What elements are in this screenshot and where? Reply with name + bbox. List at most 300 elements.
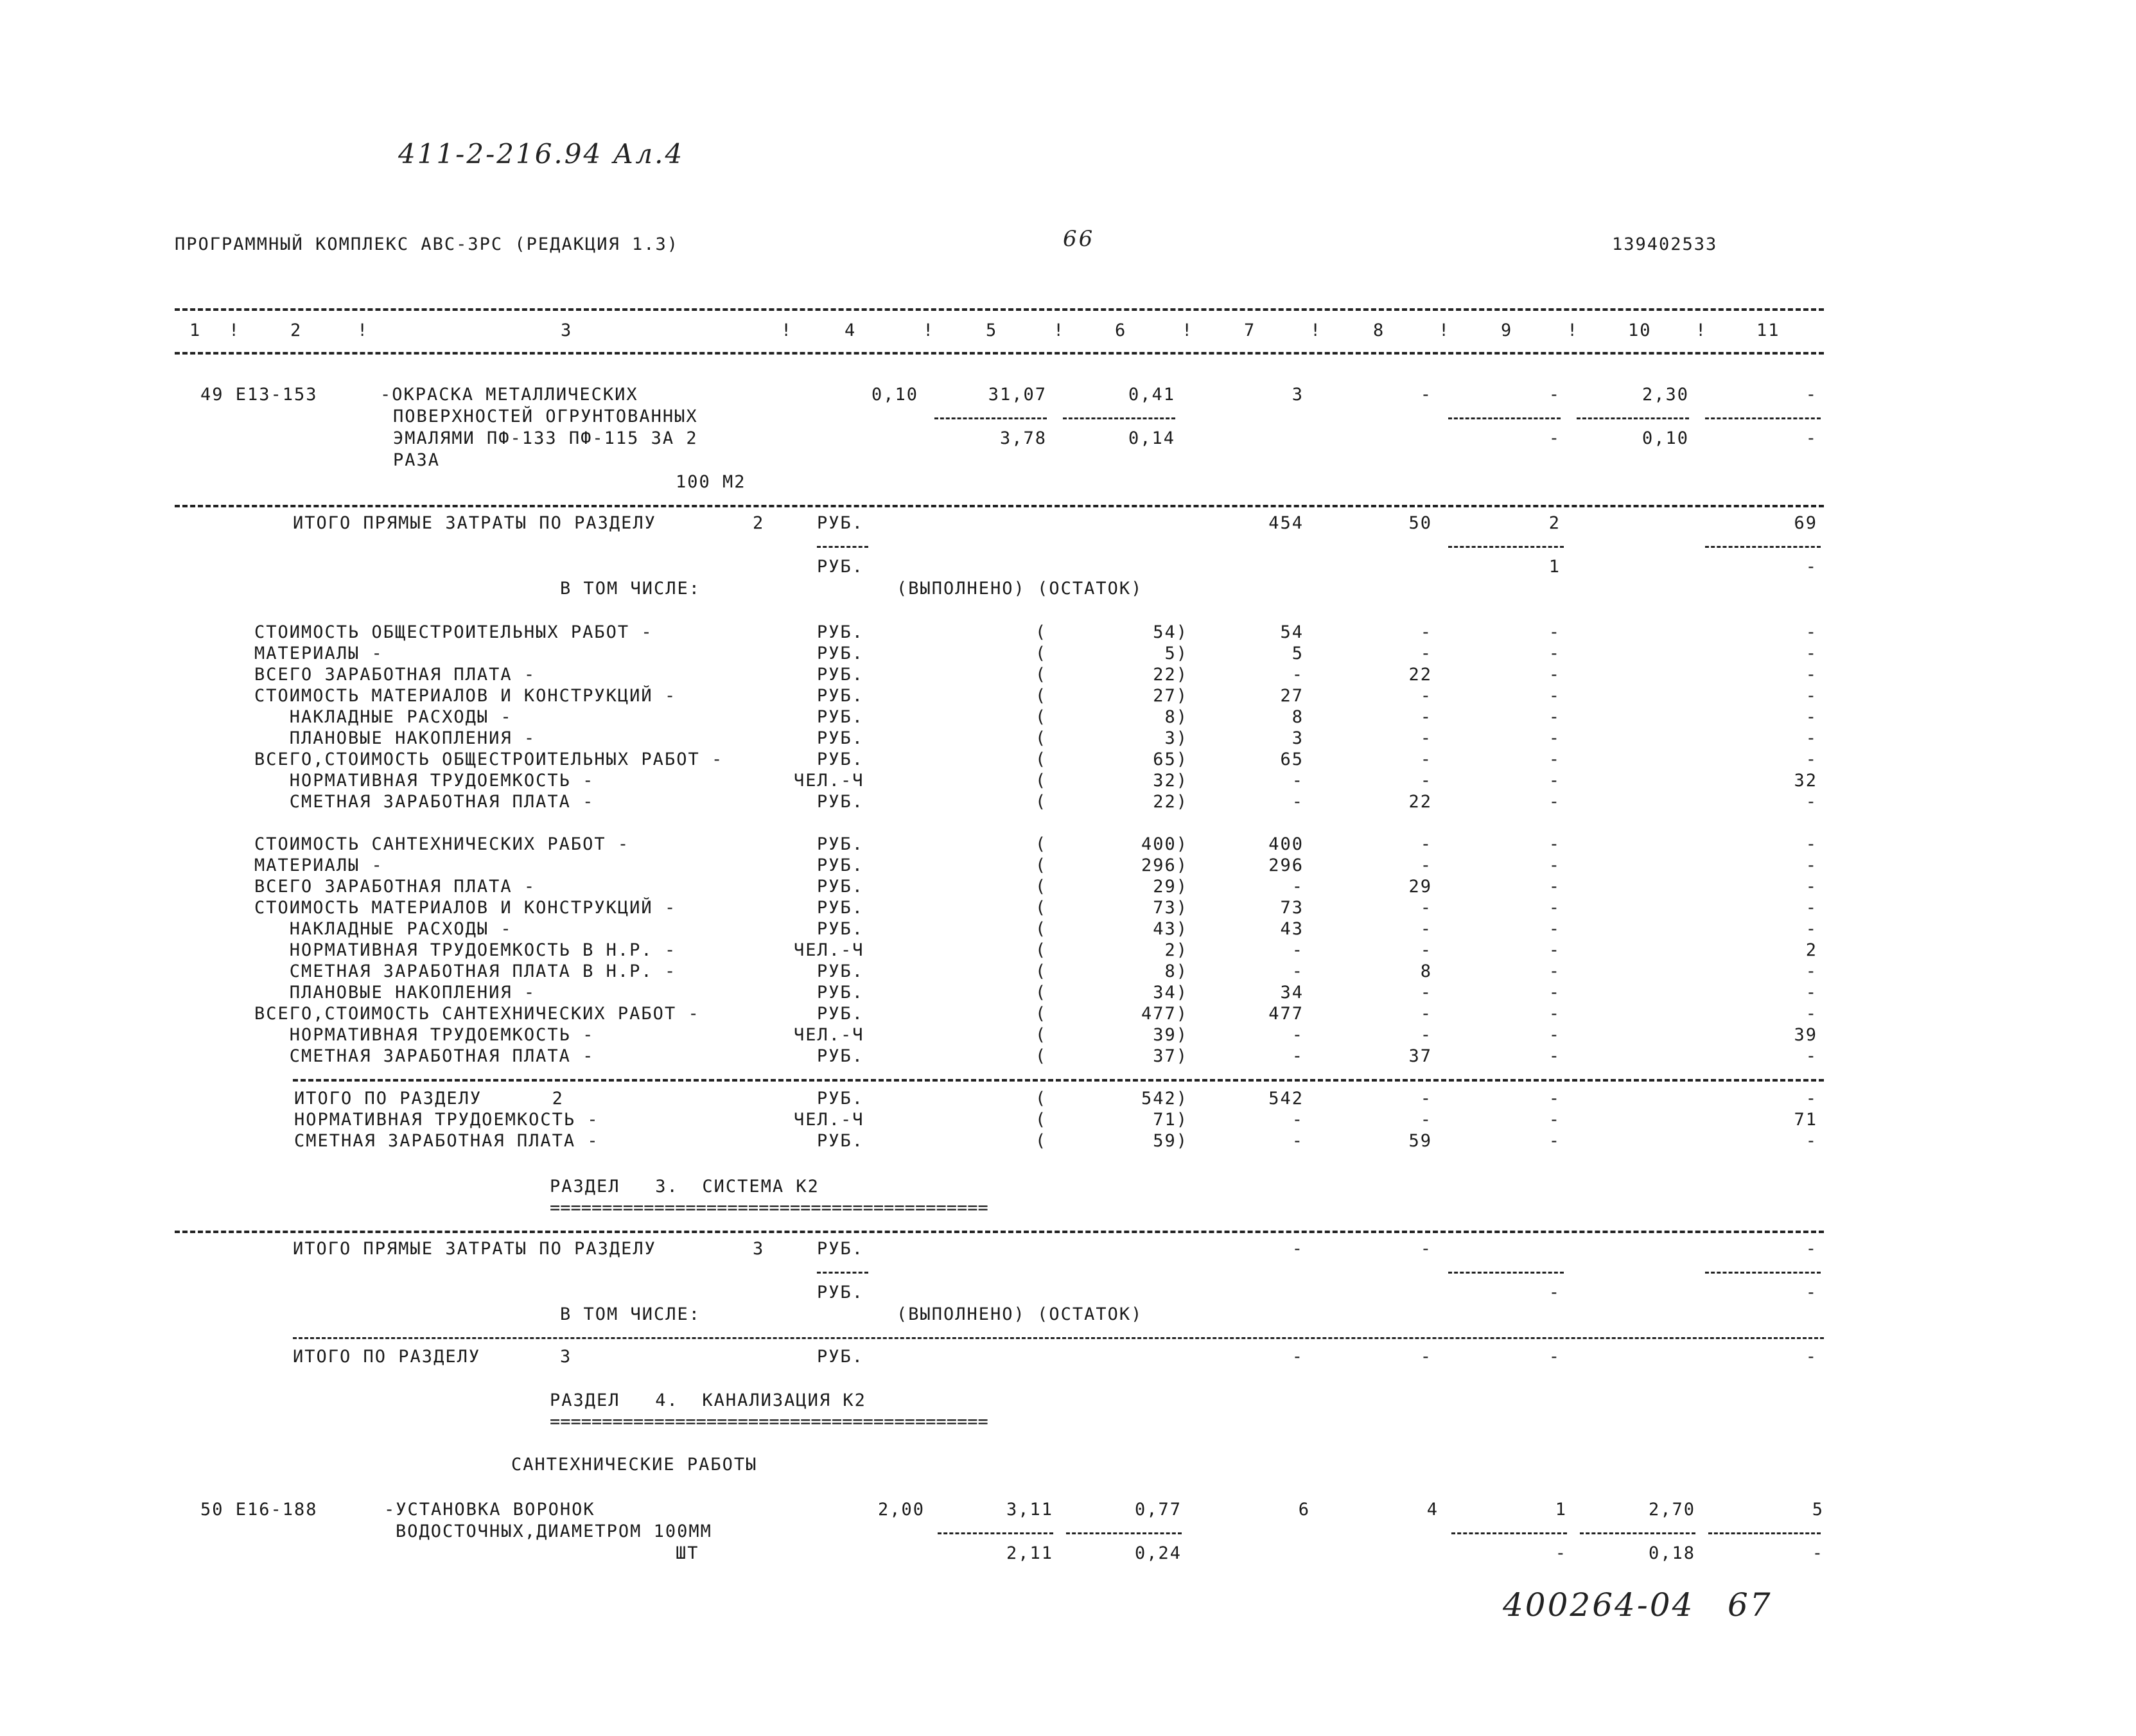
col-11: 11 (1756, 320, 1780, 340)
including-label: В ТОМ ЧИСЛЕ: (560, 579, 701, 599)
item-description: -УСТАНОВКА ВОРОНОК (384, 1500, 595, 1520)
item-quantity: 0,10 (871, 385, 918, 405)
item-number: 50 Е16-188 (200, 1500, 318, 1520)
row-c8: - (1420, 834, 1432, 854)
row-paren: ( (1035, 771, 1047, 791)
unit-label: РУБ. (817, 1283, 864, 1302)
row-label: МАТЕРИАЛЫ - (254, 644, 383, 663)
row-value: 32) (1153, 771, 1188, 791)
row-c7: 73 (1280, 898, 1304, 918)
row-unit: РУБ. (817, 665, 864, 685)
row-c7: 296 (1268, 855, 1304, 875)
row-paren: ( (1035, 1025, 1047, 1045)
item-c5-second: 3,78 (999, 428, 1047, 448)
col-sep: ! (1695, 320, 1708, 340)
section-title-underline: ========================================== (550, 1412, 988, 1432)
row-label: ИТОГО ПО РАЗДЕЛУ 2 (294, 1089, 564, 1109)
item-description: ЭМАЛЯМИ ПФ-133 ПФ-115 ЗА 2 (393, 428, 698, 448)
row-c11: - (1805, 1131, 1817, 1151)
row-c7: 3 (1291, 728, 1304, 748)
row-paren: ( (1035, 1110, 1047, 1130)
row-unit: РУБ. (817, 1131, 864, 1151)
row-label: НОРМАТИВНАЯ ТРУДОЕМКОСТЬ - (294, 1110, 599, 1130)
totals-c8: - (1420, 1239, 1432, 1259)
rule-section3-total (293, 1337, 1824, 1339)
item-subrule (1451, 1532, 1567, 1534)
row-c7: - (1291, 1131, 1304, 1151)
row-c7: - (1291, 940, 1304, 960)
row-value: 400) (1141, 834, 1188, 854)
col-sep: ! (923, 320, 935, 340)
row-paren: ( (1035, 686, 1047, 706)
row-c11: - (1805, 622, 1817, 642)
col-sep: ! (229, 320, 241, 340)
row-paren: ( (1035, 877, 1047, 897)
total-c11: - (1805, 1347, 1817, 1367)
row-c7: 34 (1280, 983, 1304, 1003)
row-paren: ( (1035, 983, 1047, 1003)
row-c8: 22 (1408, 792, 1432, 812)
handwritten-code: 400264-04 (1503, 1586, 1695, 1624)
row-c8: 29 (1408, 877, 1432, 897)
rule-header-bottom (175, 352, 1824, 355)
totals-subrule (1705, 1272, 1821, 1274)
row-label: МАТЕРИАЛЫ - (254, 855, 383, 875)
totals-c11-second: - (1805, 1283, 1817, 1302)
item-c10: 2,70 (1648, 1500, 1695, 1520)
row-c8: - (1420, 686, 1432, 706)
row-c8: - (1420, 771, 1432, 791)
unit-label: РУБ. (817, 557, 864, 577)
row-paren: ( (1035, 940, 1047, 960)
section-total-label: ИТОГО ПО РАЗДЕЛУ (293, 1347, 481, 1367)
col-10: 10 (1628, 320, 1652, 340)
row-unit: РУБ. (817, 877, 864, 897)
item-c11: - (1805, 385, 1817, 405)
row-value: 477) (1141, 1004, 1188, 1024)
row-label: НОРМАТИВНАЯ ТРУДОЕМКОСТЬ - (254, 771, 595, 791)
total-c9: - (1548, 1347, 1561, 1367)
row-value: 43) (1153, 919, 1188, 939)
row-unit: РУБ. (817, 983, 864, 1003)
row-c9: - (1548, 877, 1561, 897)
col-4: 4 (845, 320, 857, 340)
totals-subrule (1448, 546, 1564, 548)
row-c7: 65 (1280, 750, 1304, 769)
totals-c11-second: - (1805, 557, 1817, 577)
item-c11-second: - (1812, 1543, 1824, 1563)
col-2: 2 (290, 320, 302, 340)
row-unit: РУБ. (817, 1089, 864, 1109)
row-unit: РУБ. (817, 919, 864, 939)
unit-label: РУБ. (817, 513, 864, 533)
row-value: 59) (1153, 1131, 1188, 1151)
row-c7: 27 (1280, 686, 1304, 706)
row-label: ПЛАНОВЫЕ НАКОПЛЕНИЯ - (254, 983, 536, 1003)
col-3: 3 (561, 320, 573, 340)
row-label: СТОИМОСТЬ МАТЕРИАЛОВ И КОНСТРУКЦИЙ - (254, 686, 677, 706)
row-value: 54) (1153, 622, 1188, 642)
row-unit: РУБ. (817, 750, 864, 769)
totals-c7: 454 (1268, 513, 1304, 533)
row-unit: РУБ. (817, 728, 864, 748)
row-label: ВСЕГО ЗАРАБОТНАЯ ПЛАТА - (254, 665, 536, 685)
row-c7: 542 (1268, 1089, 1304, 1109)
row-value: 22) (1153, 792, 1188, 812)
col-sep: ! (1182, 320, 1194, 340)
col-sep: ! (1310, 320, 1322, 340)
row-c7: - (1291, 1025, 1304, 1045)
row-c11: - (1805, 834, 1817, 854)
row-unit: РУБ. (817, 1046, 864, 1066)
item-c5: 31,07 (988, 385, 1047, 405)
row-c11: 71 (1794, 1110, 1817, 1130)
row-value: 27) (1153, 686, 1188, 706)
row-paren: ( (1035, 728, 1047, 748)
row-c7: - (1291, 1046, 1304, 1066)
rule-section3 (175, 1231, 1824, 1233)
row-c9: - (1548, 1089, 1561, 1109)
row-paren: ( (1035, 898, 1047, 918)
row-c11: - (1805, 1089, 1817, 1109)
section-title: РАЗДЕЛ 4. КАНАЛИЗАЦИЯ К2 (550, 1390, 866, 1410)
row-label: СМЕТНАЯ ЗАРАБОТНАЯ ПЛАТА - (254, 1046, 595, 1066)
row-label: СМЕТНАЯ ЗАРАБОТНАЯ ПЛАТА - (254, 792, 595, 812)
row-c7: 8 (1291, 707, 1304, 727)
row-value: 37) (1153, 1046, 1188, 1066)
item-description: РАЗА (393, 450, 441, 470)
row-c8: - (1420, 750, 1432, 769)
row-c9: - (1548, 940, 1561, 960)
rule-section2-total (293, 1079, 1824, 1082)
section-number: 3 (560, 1347, 572, 1367)
row-paren: ( (1035, 750, 1047, 769)
row-c9: - (1548, 1025, 1561, 1045)
row-unit: РУБ. (817, 855, 864, 875)
row-unit: ЧЕЛ.-Ч (794, 771, 864, 791)
row-c7: - (1291, 877, 1304, 897)
row-c8: - (1420, 644, 1432, 663)
row-label: НОРМАТИВНАЯ ТРУДОЕМКОСТЬ В Н.Р. - (254, 940, 677, 960)
item-subrule (1705, 417, 1821, 419)
section-title: РАЗДЕЛ 3. СИСТЕМА К2 (550, 1177, 819, 1197)
subsection-title: САНТЕХНИЧЕСКИЕ РАБОТЫ (511, 1455, 758, 1475)
row-c11: 2 (1805, 940, 1817, 960)
totals-subrule (1705, 546, 1821, 548)
row-unit: ЧЕЛ.-Ч (794, 940, 864, 960)
row-value: 22) (1153, 665, 1188, 685)
row-c11: - (1805, 750, 1817, 769)
row-c9: - (1548, 622, 1561, 642)
row-c11: - (1805, 686, 1817, 706)
row-c11: - (1805, 1004, 1817, 1024)
item-c7: 3 (1291, 385, 1304, 405)
col-8: 8 (1373, 320, 1385, 340)
item-c8: - (1420, 385, 1432, 405)
row-c9: - (1548, 686, 1561, 706)
item-subrule (934, 417, 1047, 419)
row-unit: РУБ. (817, 898, 864, 918)
col-sep: ! (357, 320, 369, 340)
row-c7: 43 (1280, 919, 1304, 939)
total-c7: - (1291, 1347, 1304, 1367)
item-description: ВОДОСТОЧНЫХ,ДИАМЕТРОМ 100ММ (396, 1521, 712, 1541)
col-1: 1 (189, 320, 202, 340)
row-paren: ( (1035, 622, 1047, 642)
row-c11: - (1805, 1046, 1817, 1066)
row-label: СТОИМОСТЬ МАТЕРИАЛОВ И КОНСТРУКЦИЙ - (254, 898, 677, 918)
item-subrule (1708, 1532, 1821, 1534)
row-unit: РУБ. (817, 792, 864, 812)
row-c8: - (1420, 728, 1432, 748)
item-c10-second: 0,18 (1648, 1543, 1695, 1563)
row-c9: - (1548, 983, 1561, 1003)
row-paren: ( (1035, 919, 1047, 939)
row-label: ВСЕГО,СТОИМОСТЬ ОБЩЕСТРОИТЕЛЬНЫХ РАБОТ - (254, 750, 724, 769)
row-paren: ( (1035, 834, 1047, 854)
row-paren: ( (1035, 1004, 1047, 1024)
totals-c9: 2 (1548, 513, 1561, 533)
item-quantity: 2,00 (877, 1500, 925, 1520)
row-paren: ( (1035, 1131, 1047, 1151)
row-value: 5) (1164, 644, 1188, 663)
row-c8: - (1420, 1004, 1432, 1024)
col-9: 9 (1501, 320, 1513, 340)
row-value: 8) (1164, 707, 1188, 727)
row-c11: - (1805, 919, 1817, 939)
row-c9: - (1548, 771, 1561, 791)
done-remaining-label: (ВЫПОЛНЕНО) (ОСТАТОК) (897, 1304, 1143, 1324)
row-c9: - (1548, 1110, 1561, 1130)
row-c11: - (1805, 898, 1817, 918)
row-c7: - (1291, 1110, 1304, 1130)
totals-subrule (1448, 1272, 1564, 1274)
row-paren: ( (1035, 855, 1047, 875)
row-c8: - (1420, 855, 1432, 875)
item-c10-second: 0,10 (1641, 428, 1689, 448)
row-c9: - (1548, 919, 1561, 939)
row-c7: 400 (1268, 834, 1304, 854)
row-label: СТОИМОСТЬ САНТЕХНИЧЕСКИХ РАБОТ - (254, 834, 630, 854)
item-unit: ШТ (676, 1543, 699, 1563)
row-paren: ( (1035, 792, 1047, 812)
col-6: 6 (1115, 320, 1127, 340)
row-c9: - (1548, 1131, 1561, 1151)
row-c8: - (1420, 707, 1432, 727)
row-c11: - (1805, 644, 1817, 663)
unit-underline (817, 1272, 868, 1274)
row-c11: 39 (1794, 1025, 1817, 1045)
row-value: 542) (1141, 1089, 1188, 1109)
row-paren: ( (1035, 665, 1047, 685)
row-c7: - (1291, 961, 1304, 981)
row-unit: ЧЕЛ.-Ч (794, 1110, 864, 1130)
unit-underline (817, 546, 868, 548)
section-number: 2 (753, 513, 765, 533)
row-value: 71) (1153, 1110, 1188, 1130)
item-subrule (1448, 417, 1561, 419)
row-c11: - (1805, 961, 1817, 981)
row-label: ВСЕГО,СТОИМОСТЬ САНТЕХНИЧЕСКИХ РАБОТ - (254, 1004, 700, 1024)
row-unit: ЧЕЛ.-Ч (794, 1025, 864, 1045)
row-unit: РУБ. (817, 686, 864, 706)
item-subrule (1063, 417, 1175, 419)
row-unit: РУБ. (817, 834, 864, 854)
item-description: ПОВЕРХНОСТЕЙ ОГРУНТОВАННЫХ (393, 407, 698, 426)
col-sep: ! (781, 320, 793, 340)
row-c7: 54 (1280, 622, 1304, 642)
row-c8: 37 (1408, 1046, 1432, 1066)
row-paren: ( (1035, 644, 1047, 663)
row-paren: ( (1035, 961, 1047, 981)
col-sep: ! (1567, 320, 1579, 340)
row-c9: - (1548, 834, 1561, 854)
item-subrule (1066, 1532, 1182, 1534)
row-label: ПЛАНОВЫЕ НАКОПЛЕНИЯ - (254, 728, 536, 748)
row-c9: - (1548, 728, 1561, 748)
col-sep: ! (1053, 320, 1065, 340)
row-c9: - (1548, 898, 1561, 918)
row-c9: - (1548, 792, 1561, 812)
item-c10: 2,30 (1641, 385, 1689, 405)
row-paren: ( (1035, 707, 1047, 727)
row-value: 29) (1153, 877, 1188, 897)
item-c9-second: - (1555, 1543, 1567, 1563)
row-c8: - (1420, 622, 1432, 642)
row-c11: - (1805, 983, 1817, 1003)
row-value: 65) (1153, 750, 1188, 769)
row-c11: - (1805, 665, 1817, 685)
row-c9: - (1548, 665, 1561, 685)
document-number: 139402533 (1612, 234, 1718, 254)
row-c7: 5 (1291, 644, 1304, 663)
row-c9: - (1548, 750, 1561, 769)
program-title: ПРОГРАММНЫЙ КОМПЛЕКС АВС-3РС (РЕДАКЦИЯ 1.3) (175, 234, 679, 254)
row-c8: - (1420, 1089, 1432, 1109)
item-c5: 3,11 (1006, 1500, 1053, 1520)
row-c9: - (1548, 1046, 1561, 1066)
section-title-underline: ========================================== (550, 1198, 988, 1218)
row-value: 296) (1141, 855, 1188, 875)
item-c9: - (1548, 385, 1561, 405)
item-c7: 6 (1298, 1500, 1310, 1520)
item-unit: 100 М2 (676, 472, 746, 492)
row-c7: 477 (1268, 1004, 1304, 1024)
totals-c11: 69 (1794, 513, 1817, 533)
row-c11: 32 (1794, 771, 1817, 791)
row-c7: - (1291, 792, 1304, 812)
item-subrule (1577, 417, 1689, 419)
item-c5-second: 2,11 (1006, 1543, 1053, 1563)
unit-label: РУБ. (817, 1347, 864, 1367)
row-label: НАКЛАДНЫЕ РАСХОДЫ - (254, 919, 512, 939)
item-description: -ОКРАСКА МЕТАЛЛИЧЕСКИХ (380, 385, 638, 405)
row-c8: 59 (1408, 1131, 1432, 1151)
row-value: 34) (1153, 983, 1188, 1003)
row-paren: ( (1035, 1046, 1047, 1066)
row-label: НОРМАТИВНАЯ ТРУДОЕМКОСТЬ - (254, 1025, 595, 1045)
rule-top (175, 308, 1824, 311)
section-number: 3 (753, 1239, 765, 1259)
row-c8: - (1420, 1110, 1432, 1130)
item-c11: 5 (1812, 1500, 1824, 1520)
row-label: СТОИМОСТЬ ОБЩЕСТРОИТЕЛЬНЫХ РАБОТ - (254, 622, 653, 642)
handwritten-page-number: 67 (1728, 1586, 1773, 1624)
totals-c8: 50 (1408, 513, 1432, 533)
row-label: СМЕТНАЯ ЗАРАБОТНАЯ ПЛАТА В Н.Р. - (254, 961, 677, 981)
row-c8: - (1420, 919, 1432, 939)
item-subrule (938, 1532, 1053, 1534)
row-c8: 22 (1408, 665, 1432, 685)
row-label: СМЕТНАЯ ЗАРАБОТНАЯ ПЛАТА - (294, 1131, 599, 1151)
row-value: 73) (1153, 898, 1188, 918)
row-c11: - (1805, 792, 1817, 812)
row-c11: - (1805, 728, 1817, 748)
handwritten-page-mark: 66 (1063, 226, 1095, 252)
item-c6-second: 0,14 (1128, 428, 1175, 448)
row-label: ВСЕГО ЗАРАБОТНАЯ ПЛАТА - (254, 877, 536, 897)
row-value: 3) (1164, 728, 1188, 748)
row-c11: - (1805, 877, 1817, 897)
row-value: 8) (1164, 961, 1188, 981)
col-7: 7 (1244, 320, 1256, 340)
item-c6-second: 0,24 (1134, 1543, 1182, 1563)
rule-section2 (175, 505, 1824, 507)
totals-c11: - (1805, 1239, 1817, 1259)
row-c9: - (1548, 1004, 1561, 1024)
row-c11: - (1805, 707, 1817, 727)
row-c8: - (1420, 898, 1432, 918)
handwritten-reference: 411-2-216.94 Ал.4 (398, 138, 685, 170)
done-remaining-label: (ВЫПОЛНЕНО) (ОСТАТОК) (897, 579, 1143, 599)
row-paren: ( (1035, 1089, 1047, 1109)
row-c7: - (1291, 771, 1304, 791)
row-value: 2) (1164, 940, 1188, 960)
item-c8: 4 (1426, 1500, 1439, 1520)
row-c8: - (1420, 940, 1432, 960)
row-value: 39) (1153, 1025, 1188, 1045)
row-unit: РУБ. (817, 644, 864, 663)
totals-label: ИТОГО ПРЯМЫЕ ЗАТРАТЫ ПО РАЗДЕЛУ (293, 513, 656, 533)
row-unit: РУБ. (817, 1004, 864, 1024)
item-c9: 1 (1555, 1500, 1567, 1520)
row-c8: - (1420, 983, 1432, 1003)
row-unit: РУБ. (817, 707, 864, 727)
row-c7: - (1291, 665, 1304, 685)
row-c9: - (1548, 961, 1561, 981)
total-c8: - (1420, 1347, 1432, 1367)
col-5: 5 (986, 320, 998, 340)
row-c9: - (1548, 855, 1561, 875)
row-c8: - (1420, 1025, 1432, 1045)
item-c11-second: - (1805, 428, 1817, 448)
item-c6: 0,41 (1128, 385, 1175, 405)
row-unit: РУБ. (817, 961, 864, 981)
totals-c9-second: - (1548, 1283, 1561, 1302)
item-c9-second: - (1548, 428, 1561, 448)
totals-c7: - (1291, 1239, 1304, 1259)
row-c8: 8 (1420, 961, 1432, 981)
row-label: НАКЛАДНЫЕ РАСХОДЫ - (254, 707, 512, 727)
unit-label: РУБ. (817, 1239, 864, 1259)
item-subrule (1580, 1532, 1695, 1534)
item-number: 49 Е13-153 (200, 385, 318, 405)
totals-label: ИТОГО ПРЯМЫЕ ЗАТРАТЫ ПО РАЗДЕЛУ (293, 1239, 656, 1259)
row-c11: - (1805, 855, 1817, 875)
col-sep: ! (1439, 320, 1451, 340)
row-unit: РУБ. (817, 622, 864, 642)
totals-c9-second: 1 (1548, 557, 1561, 577)
